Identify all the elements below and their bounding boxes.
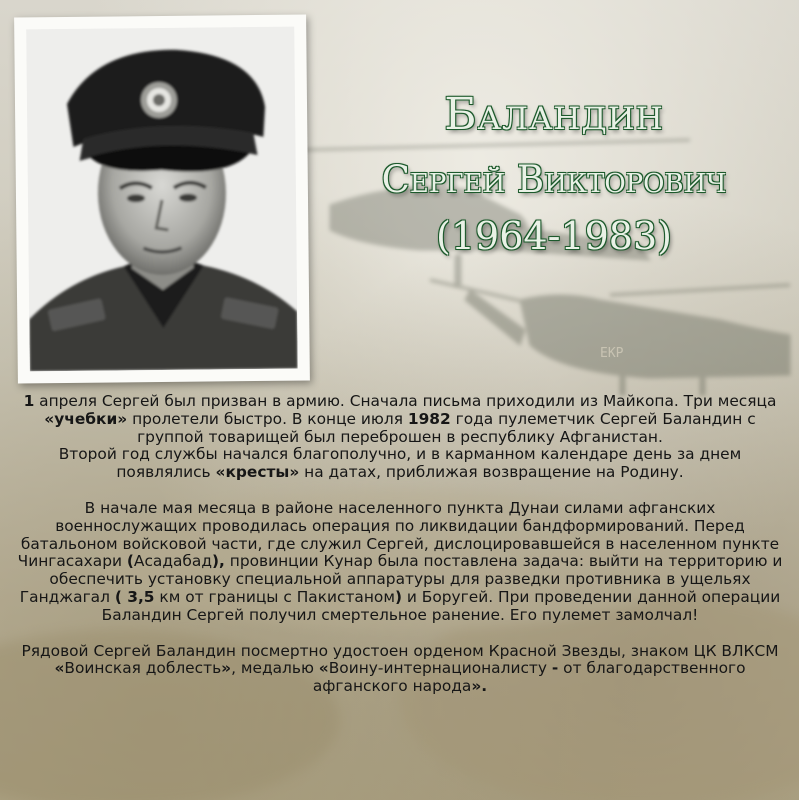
surname: Баландин [444, 89, 664, 140]
bio-bold-run: «кресты» [215, 463, 300, 482]
bio-text-run: , медалью [231, 659, 319, 678]
bio-bold-run: « [54, 659, 65, 678]
bio-text-run: Рядовой Сергей Баландин посмертно удостоен орденом Красной Звезды, знаком ЦК ВЛКСМ [21, 641, 779, 660]
bio-text-run: от благодарственного афганского народа [312, 659, 746, 696]
bio-text-run: В начале мая месяца в районе населенного пункта Дунаи силами афганских военнослужащих проводилась операция по ликвидации бандформирований. Перед батальоном войсковой части, где служил Сергей, дислоцировавшейся в населенном пункте Чингасахари [17, 498, 780, 571]
bio-bold-run: 1 [23, 392, 35, 410]
bio-bold-run: ), [211, 552, 225, 571]
photo-frame [14, 14, 310, 383]
bio-bold-run: ( [126, 552, 134, 571]
bio-paragraph [14, 500, 786, 625]
bio-text-run: на датах, приближая возвращение на Родину. [299, 463, 684, 482]
bio-bold-run: «учебки» [44, 409, 128, 428]
bio-bold-run: ». [471, 677, 488, 696]
bio-bold-run: 1982 [407, 409, 451, 428]
name-heading [314, 90, 794, 260]
bio-text-run: Воинская доблесть [64, 659, 222, 678]
bio-text-run: Воину-интернационалисту [328, 659, 552, 678]
bio-bold-run: ( 3,5 [114, 587, 155, 606]
bio-text-run: провинции Кунар была поставлена задача: выйти на территорию и обеспечить установку специальной аппаратуры для разведки противника в ущельях Ганджагал [19, 552, 783, 606]
bio-bold-run: - [551, 659, 559, 678]
bio-bold-run: ) [394, 587, 403, 606]
bio-bold-run: « [318, 659, 329, 678]
bio-text-run: пролетели быстро. В конце июля [127, 409, 408, 428]
helicopter-marking: EKP [600, 346, 624, 361]
bio-text-run: апреля Сергей был призван в армию. Сначала письма приходили из Майкопа. Три месяца [34, 392, 777, 410]
biography-text [14, 393, 786, 696]
bio-text-run: Второй год службы начался благополучно, и в карманном календаре день за днем появлялись [58, 445, 742, 482]
bio-bold-run: » [221, 659, 232, 678]
bio-paragraph [14, 643, 786, 696]
bio-text-run: года пулеметчик Сергей Баландин с группой товарищей был переброшен в республику Афганистан. [137, 409, 756, 446]
bio-paragraph [14, 446, 786, 482]
bio-text-run: км от границы с Пакистаном [154, 587, 395, 606]
life-years: (1964-1983) [436, 214, 672, 258]
bio-text-run: Асадабад [133, 552, 212, 571]
bio-paragraph [14, 393, 786, 446]
portrait-photo [26, 27, 298, 372]
bio-text-run: и Боругей. При проведении данной операции Баландин Сергей получил смертельное ранение. Его пулемет замолчал! [101, 587, 781, 624]
first-and-patronymic-name: Сергей Викторович [381, 158, 727, 201]
soldier-portrait-icon [26, 27, 298, 372]
